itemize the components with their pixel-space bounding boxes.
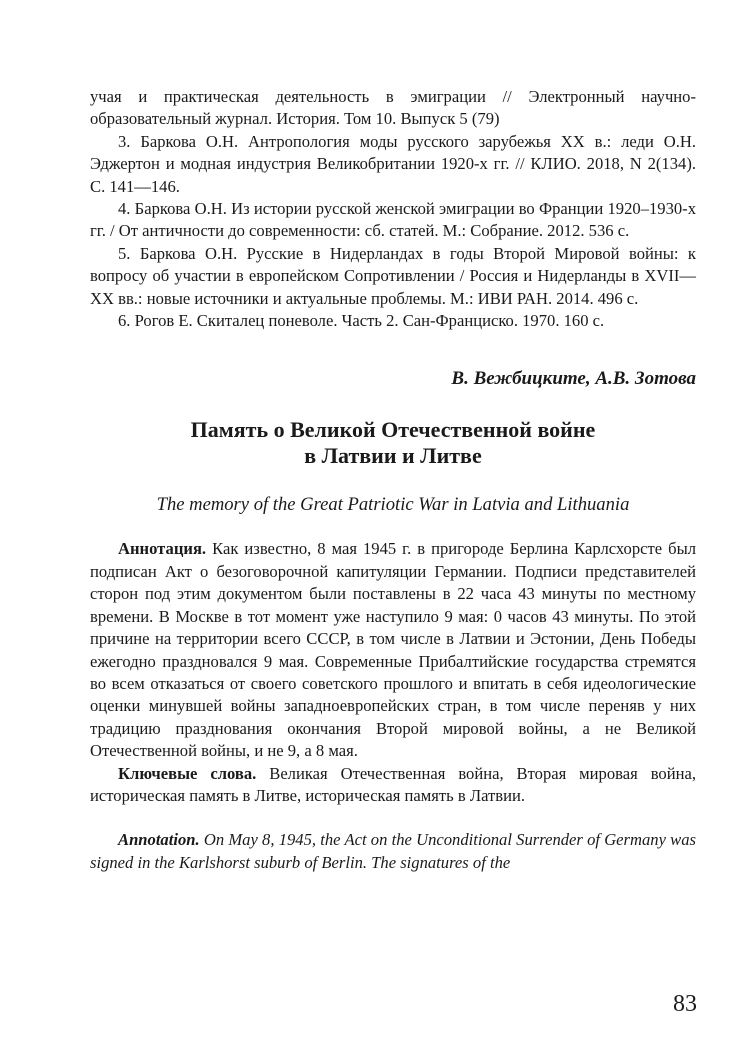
reference-item-4: 4. Баркова О.Н. Из истории русской женской эмиграции во Франции 1920–1930-х гг. / От античности до современности: сб. статей. М.: Собрание. 2012. 536 с.	[90, 199, 696, 241]
english-annotation-paragraph	[90, 829, 696, 874]
article-title	[90, 417, 696, 469]
article-authors: В. Вежбицките, А.В. Зотова	[451, 368, 696, 390]
keywords-paragraph	[90, 763, 696, 808]
keywords-text: Великая Отечественная война, Вторая мировая война, историческая память в Литве, историческая память в Латвии.	[90, 763, 697, 805]
reference-item-6: 6. Рогов Е. Скиталец поневоле. Часть 2. Сан-Франциско. 1970. 160 с.	[118, 311, 605, 331]
abstract-paragraph	[90, 538, 696, 762]
reference-item-5: 5. Баркова О.Н. Русские в Нидерландах в годы Второй Мировой войны: к вопросу об участии в европейском Сопротивлении / Россия и Нидерланды в XVII—XX вв.: новые источники и актуальные проблемы. М.: ИВИ РАН. 2014. 496 с.	[90, 243, 696, 308]
english-annotation-label: Annotation.	[118, 830, 200, 850]
english-annotation-text: On May 8, 1945, the Act on the Unconditional Surrender of Germany was signed in the Karlshorst suburb of Berlin. The signatures of the	[90, 830, 696, 872]
reference-continuation: учая и практическая деятельность в эмиграции // Электронный научно- образовательный журнал. История. Том 10. Выпуск 5 (79)	[90, 87, 696, 129]
abstract-label: Аннотация.	[118, 539, 207, 559]
article-title-line-2: в Латвии и Литве	[304, 443, 482, 469]
abstract-text: Как известно, 8 мая 1945 г. в пригороде Берлина Карлсхорсте был подписан Акт о безоговорочной капитуляции Германии. Подписи представителей сторон под этим документом были поставлены в 22 часа 43 минуты по местному времени. В Москве в тот момент уже наступило 9 мая: 0 часов 43 минуты. По этой причине на территории всего СССР, в том числе в Латвии и Эстонии, День Победы ежегодно праздновался 9 мая. Современные Прибалтийские государства стремятся во всем отказаться от своего советского прошлого и впитать в себя идеологические оценки минувшей войны западноевропейских стран, в том числе переняв у них традицию празднования окончания Второй мировой войны, а не Великой Отечественной войны, и не 9, а 8 мая.	[90, 539, 696, 761]
article-title-line-1: Память о Великой Отечественной войне	[190, 417, 596, 443]
keywords-label: Ключевые слова.	[118, 763, 257, 783]
reference-item-3: 3. Баркова О.Н. Антропология моды русского зарубежья XX в.: леди О.Н. Эджертон и модная индустрия Великобритании 1920-х гг. // КЛИО. 2018, N 2(134). С. 141—146.	[90, 131, 696, 196]
article-subtitle-english: The memory of the Great Patriotic War in Latvia and Lithuania	[156, 494, 630, 516]
page-number: 83	[673, 991, 697, 1017]
page-body	[90, 86, 696, 874]
